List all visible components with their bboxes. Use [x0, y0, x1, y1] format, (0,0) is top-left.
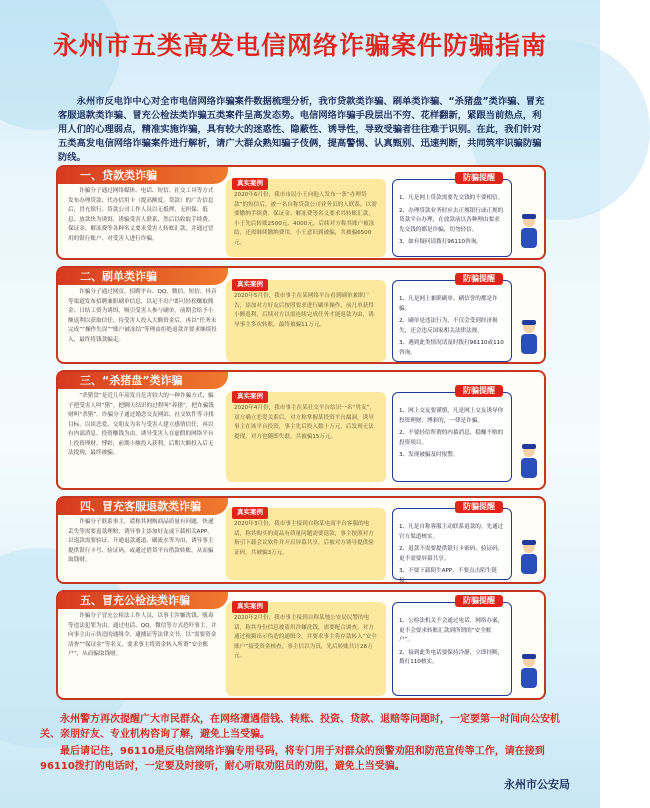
police-officer-icon [516, 318, 542, 356]
police-officer-icon [516, 212, 542, 250]
case-text: 2020年6月份，我市市民小王向他人发布一条“办理贷款”的短信后，被一名自称贷款公司业务员的人联系，以需要缴纳手续费、保证金、解冻费等名义要求其转账汇款，小王先后转账2500元、4000元，后续对方称其账户被冻结，还需继续缴纳费用，小王意识到被骗，共被骗6500元。 [234, 192, 377, 246]
tip-item: 1、凡是自称客服主动联系退款的，先通过官方渠道核实。 [399, 524, 504, 540]
section-card-brushing [56, 266, 546, 364]
tip-item: 2、接到此类电话要保持冷静，立即挂断，拨打110核实。 [399, 649, 504, 665]
case-box [226, 508, 386, 580]
section-heading: 三、“杀猪盘”类诈骗 [58, 372, 228, 389]
tips-box [392, 173, 512, 257]
section-heading: 四、冒充客服退款类诈骗 [58, 498, 228, 515]
section-heading: 一、贷款类诈骗 [58, 167, 228, 184]
tip-item: 2、办理贷款业务时应去正规银行或正规的贷款平台办理，在放款前以各种理由要求先交钱的都是诈骗，切勿轻信。 [399, 207, 504, 233]
section-card-pig-butchering [56, 370, 546, 490]
tips-tag: 防骗提醒 [455, 595, 503, 607]
case-box [226, 280, 386, 362]
footer-hotline-note: 最后请记住，96110是反电信网络诈骗专用号码，将专门用于对群众的预警劝阻和防范宣传等工作，请在接到96110拨打的电话时，一定要及时接听，耐心听取劝阻员的劝阻，避免上当受骗。 [40, 746, 545, 772]
section-body: 诈骗分子通过网页、招聘平台、QQ、微信、短信、抖音等渠道发布招聘兼职刷单信息，以足不出户即可轻松赚取佣金、日结工资为诱饵，吸引受害人参与刷单。前期会给予小额返利以获取信任，待受害人投入大额资金后，再以“任务未完成”“操作失误”“账户被冻结”等理由拒绝返款并要求继续投入，最终将钱款骗走。 [68, 289, 217, 343]
section-card-loan [56, 165, 546, 260]
case-tag: 真实案例 [232, 178, 268, 190]
case-text: 2020年2月份，我市事主接到自称某地公安局民警的电话，称其身份信息被盗用涉嫌洗钱，需要配合调查，对方通过视频出示伪造的通缉令，并要求事主将存款转入“安全账户”接受资金核查，事主信以为真，先后转账共计28万元。 [234, 615, 377, 659]
tips-tag: 防骗提醒 [455, 172, 503, 184]
tip-item: 3、如有疑问请拨打96110咨询。 [399, 239, 482, 245]
tip-item: 3、发现被骗及时报警。 [399, 452, 459, 458]
case-box [226, 392, 386, 482]
section-body: “杀猪盘”是近几年高发且危害较大的一种诈骗方式，骗子把受害人叫“猪”，把聊天结识的过程叫“养猪”，把诈骗钱财叫“杀猪”。诈骗分子通过婚恋交友网站、社交软件等寻找目标，以谈恋爱、交朋友为名与受害人建立感情信任，再以有内部消息、投资赚钱为由，诱导受害人在虚假的网络平台上投资理财、博彩，前期小额投入获利，后期大额投入后无法提现，最终被骗。 [68, 393, 214, 456]
footer-warning: 永州警方再次提醒广大市民群众，在网络遭遇借钱、转账、投资、贷款、退赔等问题时，一定要第一时间向公安机关、亲朋好友、专业机构咨询了解，避免上当受骗。 [40, 714, 560, 740]
case-tag: 真实案例 [232, 391, 268, 403]
tip-item: 2、刷单是违法行为，不仅会受到经济损失，还会违反国家相关法律法规。 [399, 318, 498, 334]
case-text: 2020年4月份，我市事主在某社交平台结识一名“男友”，双方确立恋爱关系后，对方称掌握某投资平台漏洞，诱导事主在该平台投资，事主先后投入数十万元，后发现无法提现，对方也随即失联，共被骗15万元。 [234, 405, 376, 440]
case-text: 2020年3月份，我市事主接到自称某电商平台客服的电话，称其购买的商品有质量问题需要退款，事主按照对方指引下载会议软件并开启屏幕共享，后被对方诱导提供验证码，共被骗3万元。 [234, 521, 374, 556]
tips-box [392, 274, 512, 362]
tips-tag: 防骗提醒 [455, 273, 503, 285]
tip-item: 1、公检法机关不会通过电话、网络办案，更不会要求转账汇款到所谓的“安全账户”。 [399, 618, 504, 643]
tips-box [392, 596, 512, 696]
case-text: 2020年5月份，我市事主在某网络平台看到刷单兼职广告，添加对方好友后按照要求进行刷单操作，前几单获得小额返利，后续对方以需连续完成任务才能返款为由，诱导事主多次转账，最终被骗11万元。 [234, 293, 374, 328]
section-card-police-impersonation [56, 590, 546, 700]
police-officer-icon [516, 442, 542, 480]
police-officer-icon [516, 538, 542, 576]
case-box [226, 602, 386, 696]
tip-item: 1、网上交友要谨慎，凡是网上交友诱导你投资理财、博彩的，一律是诈骗。 [399, 408, 504, 424]
case-tag: 真实案例 [232, 279, 268, 291]
tips-box [392, 386, 512, 482]
case-tag: 真实案例 [232, 507, 268, 519]
tip-item: 1、凡是网上兼职刷单、刷信誉的都是诈骗。 [399, 296, 498, 312]
case-box [226, 179, 386, 257]
tips-tag: 防骗提醒 [455, 385, 503, 397]
tip-item: 2、不要轻信所谓的内幕消息、稳赚不赔的投资项目。 [399, 430, 504, 446]
section-body: 诈骗分子联系事主，谎称其网购商品质量有问题、快递丢失等需要退款理赔，诱导事主添加好友或下载相关APP，以退款需要验证、开通退款通道、刷流水等为由，诱导事主提供银行卡号、验证码，或通过借贷平台借款转账，从而骗取钱财。 [68, 519, 214, 563]
tip-item: 3、不要下载陌生APP，不要点击陌生链接。 [399, 568, 498, 584]
tip-item: 3、遇到此类情况请及时拨打96110或110咨询。 [399, 340, 504, 356]
section-body: 诈骗分子通过网络媒体、电话、短信、社交工具等方式发布办理贷款、代办信用卡（提高额度、贷款）的广告信息后，冒充银行、贷款公司工作人员以无抵押、无担保、低息、放款快为诱饵，诱骗受害人联系，然后以收取手续费、保证金、解冻费等各种名义要求受害人转账汇款，并通过冒用的银行账户、对受害人进行诈骗。 [68, 188, 214, 242]
case-tag: 真实案例 [232, 601, 268, 613]
tips-tag: 防骗提醒 [455, 501, 503, 513]
tips-box [392, 502, 512, 584]
section-heading: 五、冒充公检法类诈骗 [58, 592, 228, 609]
section-heading: 二、刷单类诈骗 [58, 268, 228, 285]
poster-title: 永州市五类高发电信网络诈骗案件防骗指南 [52, 31, 547, 60]
intro-text: 永州市反电诈中心对全市电信网络诈骗案件数据梳理分析，我市贷款类诈骗、刷单类诈骗、“杀猪盘”类诈骗、冒充客服退款类诈骗、冒充公检法类诈骗五类案件呈高发态势。电信网络诈骗手段层出不穷、花样翻新，紧跟当前热点，利用人们的心理弱点，精准实施诈骗，具有较大的迷惑性、隐蔽性、诱导性，导致受骗者往往难于识别。在此，我们针对五类高发电信网络诈骗案件进行解析，请广大群众熟知骗子伎俩，提高警惕、认真甄别、迅速判断，共同筑牢识骗防骗防线。 [58, 96, 545, 163]
section-card-customer-service [56, 496, 546, 584]
section-body: 诈骗分子冒充公检法工作人员，以事主涉嫌洗钱、贩毒等违法犯罪为由，通过电话、QQ、微信等方式恐吓事主，并向事主出示伪造的通缉令、逮捕证等法律文书，以“需要资金清查”“保证金”等名义，要求事主将资金转入所谓“安全账户”，从而骗取钱财。 [68, 613, 217, 657]
tip-item: 2、退款不需要提供银行卡密码、验证码，更不需要屏幕共享。 [399, 546, 504, 562]
police-officer-icon [516, 652, 542, 690]
issuer-signature: 永州市公安局 [504, 778, 570, 791]
tip-item: 1、凡是网上贷款需要先交钱的不要相信。 [399, 195, 504, 201]
